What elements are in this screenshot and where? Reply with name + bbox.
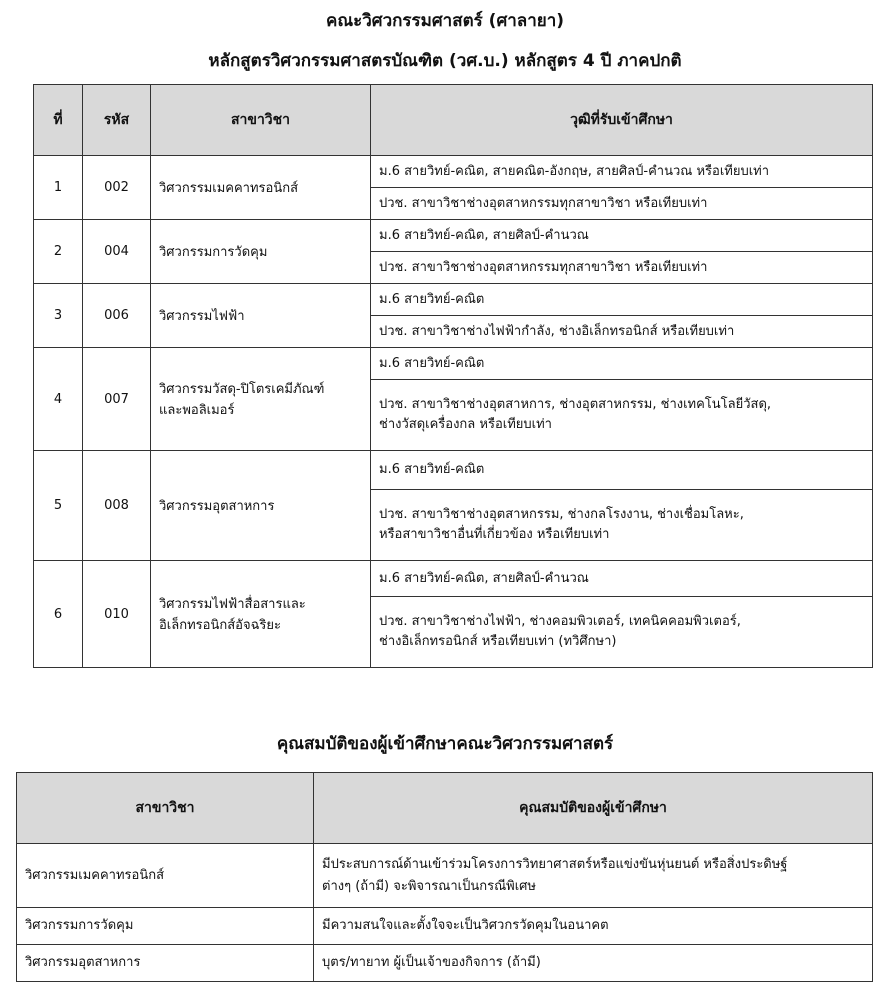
col-header-code: รหัส [83, 85, 151, 156]
col-header-no: ที่ [34, 85, 83, 156]
qualification-highschool: ม.6 สายวิทย์-คณิต [371, 348, 873, 380]
col-header-qualification: คุณสมบัติของผู้เข้าศึกษา [314, 773, 873, 844]
table-header-row [34, 85, 873, 156]
col-header-major: สาขาวิชา [17, 773, 314, 844]
qualification-vocational [371, 490, 873, 561]
major-name: วิศวกรรมอุตสาหการ [17, 945, 314, 982]
major-name: วิศวกรรมไฟฟ้า [151, 284, 371, 348]
section-title: คุณสมบัติของผู้เข้าศึกษาคณะวิศวกรรมศาสตร์ [276, 734, 614, 754]
major-name-line: อิเล็กทรอนิกส์อัจฉริยะ [159, 618, 282, 633]
qualification-line: ช่างวัสดุเครื่องกล หรือเทียบเท่า [379, 417, 552, 432]
major-code: 010 [83, 561, 151, 668]
major-name: วิศวกรรมเมคคาทรอนิกส์ [17, 844, 314, 908]
qualification-line: ปวช. สาขาวิชาช่างอุตสาหกรรม, ช่างกลโรงงาน, ช่างเชื่อมโลหะ, [379, 507, 744, 522]
row-number: 6 [34, 561, 83, 668]
major-name-line: วิศวกรรมวัสดุ-ปิโตรเคมีภัณฑ์ [159, 382, 325, 397]
qualification-highschool: ม.6 สายวิทย์-คณิต [371, 451, 873, 490]
table-row [17, 908, 873, 945]
major-name [151, 348, 371, 451]
admission-table [33, 84, 873, 668]
qualification-line: ปวช. สาขาวิชาช่างอุตสาหการ, ช่างอุตสาหกรรม, ช่างเทคโนโลยีวัสดุ, [379, 397, 772, 412]
row-number: 3 [34, 284, 83, 348]
qualification-line: ปวช. สาขาวิชาช่างไฟฟ้า, ช่างคอมพิวเตอร์, เทคนิคคอมพิวเตอร์, [379, 614, 741, 629]
major-name [151, 561, 371, 668]
row-number: 5 [34, 451, 83, 561]
applicant-qualification: มีความสนใจและตั้งใจจะเป็นวิศวกรวัดคุมในอนาคต [314, 908, 873, 945]
table-row [34, 220, 873, 252]
qualification-line: ช่างอิเล็กทรอนิกส์ หรือเทียบเท่า (ทวิศึกษา) [379, 634, 617, 649]
table-row [34, 348, 873, 380]
qualification-vocational: ปวช. สาขาวิชาช่างอุตสาหกรรมทุกสาขาวิชา หรือเทียบเท่า [371, 252, 873, 284]
row-number: 2 [34, 220, 83, 284]
qualification-line: ต่างๆ (ถ้ามี) จะพิจารณาเป็นกรณีพิเศษ [322, 878, 536, 894]
qualification-vocational [371, 597, 873, 668]
row-number: 4 [34, 348, 83, 451]
col-header-major: สาขาวิชา [151, 85, 371, 156]
program-title: หลักสูตรวิศวกรรมศาสตรบัณฑิต (วศ.บ.) หลักสูตร 4 ปี ภาคปกติ [208, 51, 682, 71]
major-code: 007 [83, 348, 151, 451]
qualification-highschool: ม.6 สายวิทย์-คณิต, สายคณิต-อังกฤษ, สายศิลป์-คำนวณ หรือเทียบเท่า [371, 156, 873, 188]
table-header-row [17, 773, 873, 844]
table-row [34, 451, 873, 490]
row-number: 1 [34, 156, 83, 220]
qualification-highschool: ม.6 สายวิทย์-คณิต, สายศิลป์-คำนวณ [371, 561, 873, 597]
major-name: วิศวกรรมอุตสาหการ [151, 451, 371, 561]
major-name: วิศวกรรมการวัดคุม [151, 220, 371, 284]
qualification-line: มีประสบการณ์ด้านเข้าร่วมโครงการวิทยาศาสตร์หรือแข่งขันหุ่นยนต์ หรือสิ่งประดิษฐ์ [322, 856, 788, 872]
table-row [34, 284, 873, 316]
major-code: 004 [83, 220, 151, 284]
table-row [17, 844, 873, 908]
table-row [17, 945, 873, 982]
qualification-vocational: ปวช. สาขาวิชาช่างอุตสาหกรรมทุกสาขาวิชา หรือเทียบเท่า [371, 188, 873, 220]
applicant-qualification: บุตร/ทายาท ผู้เป็นเจ้าของกิจการ (ถ้ามี) [314, 945, 873, 982]
col-header-qualification: วุฒิที่รับเข้าศึกษา [371, 85, 873, 156]
qualification-vocational [371, 380, 873, 451]
qualification-highschool: ม.6 สายวิทย์-คณิต [371, 284, 873, 316]
faculty-title: คณะวิศวกรรมศาสตร์ (ศาลายา) [325, 11, 565, 31]
qualification-table [16, 772, 873, 982]
table-row [34, 156, 873, 188]
table-row [34, 561, 873, 597]
qualification-line: หรือสาขาวิชาอื่นที่เกี่ยวข้อง หรือเทียบเท่า [379, 527, 610, 542]
major-name: วิศวกรรมเมคคาทรอนิกส์ [151, 156, 371, 220]
major-name: วิศวกรรมการวัดคุม [17, 908, 314, 945]
qualification-highschool: ม.6 สายวิทย์-คณิต, สายศิลป์-คำนวณ [371, 220, 873, 252]
major-code: 002 [83, 156, 151, 220]
applicant-qualification [314, 844, 873, 908]
major-name-line: วิศวกรรมไฟฟ้าสื่อสารและ [159, 597, 306, 612]
major-code: 008 [83, 451, 151, 561]
major-code: 006 [83, 284, 151, 348]
qualification-vocational: ปวช. สาขาวิชาช่างไฟฟ้ากำลัง, ช่างอิเล็กทรอนิกส์ หรือเทียบเท่า [371, 316, 873, 348]
major-name-line: และพอลิเมอร์ [159, 403, 235, 418]
